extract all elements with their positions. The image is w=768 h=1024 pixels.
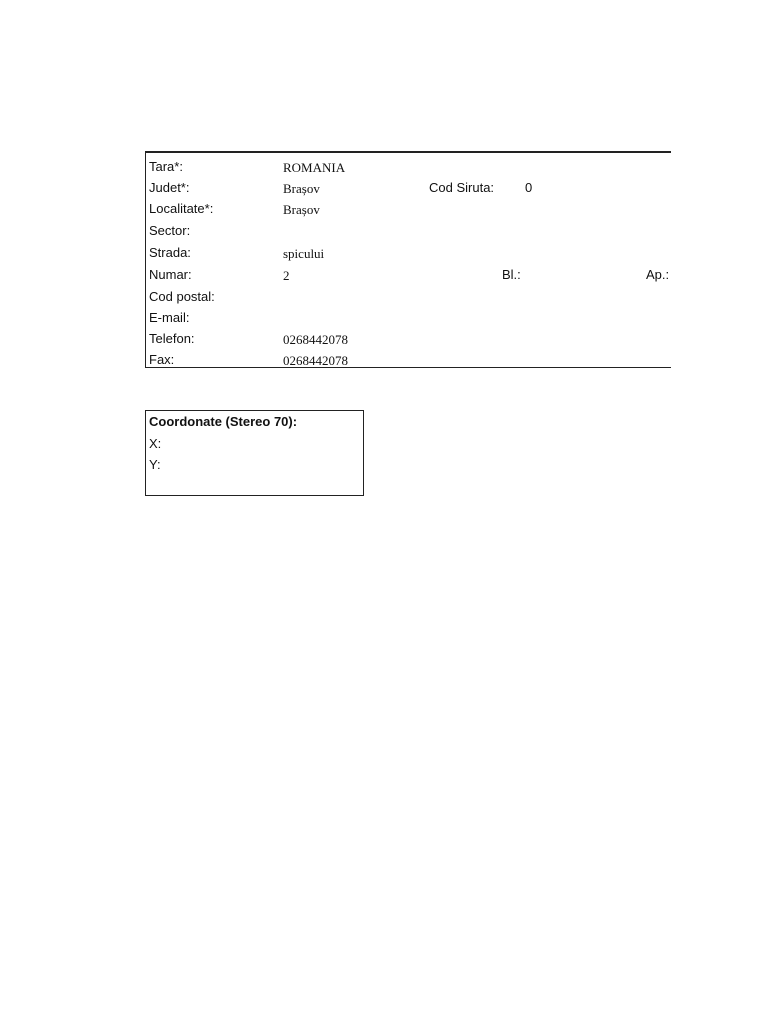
sector-label: Sector: [149,223,191,238]
x-label: X: [149,436,162,451]
row-cod-postal [146,287,671,308]
ap-label: Ap.: [646,267,670,282]
coordinates-box [145,410,364,496]
cod-siruta-value: 0 [525,180,533,195]
cod-siruta-label: Cod Siruta: [429,180,495,195]
address-table [145,151,671,368]
numar-label: Numar: [149,267,192,282]
email-label: E-mail: [149,310,190,325]
row-numar [146,265,671,286]
localitate-label: Localitate*: [149,201,214,216]
tara-value: ROMANIA [283,160,346,175]
row-judet [146,178,671,199]
numar-value: 2 [283,268,290,283]
telefon-label: Telefon: [149,331,195,346]
localitate-value: Brașov [283,202,320,217]
row-email [146,308,671,329]
fax-label: Fax: [149,352,175,367]
judet-value: Brașov [283,181,320,196]
row-sector [146,221,671,242]
row-tara [146,157,671,178]
telefon-value: 0268442078 [283,332,348,347]
cod-postal-label: Cod postal: [149,289,215,304]
row-fax [146,350,671,371]
row-localitate [146,199,671,220]
strada-value: spicului [283,246,325,261]
strada-label: Strada: [149,245,191,260]
judet-label: Judet*: [149,180,190,195]
row-telefon [146,329,671,350]
coordinates-title: Coordonate (Stereo 70): [149,414,298,429]
row-strada [146,243,671,264]
fax-value: 0268442078 [283,353,348,368]
y-label: Y: [149,457,161,472]
tara-label: Tara*: [149,159,183,174]
bl-label: Bl.: [502,267,521,282]
